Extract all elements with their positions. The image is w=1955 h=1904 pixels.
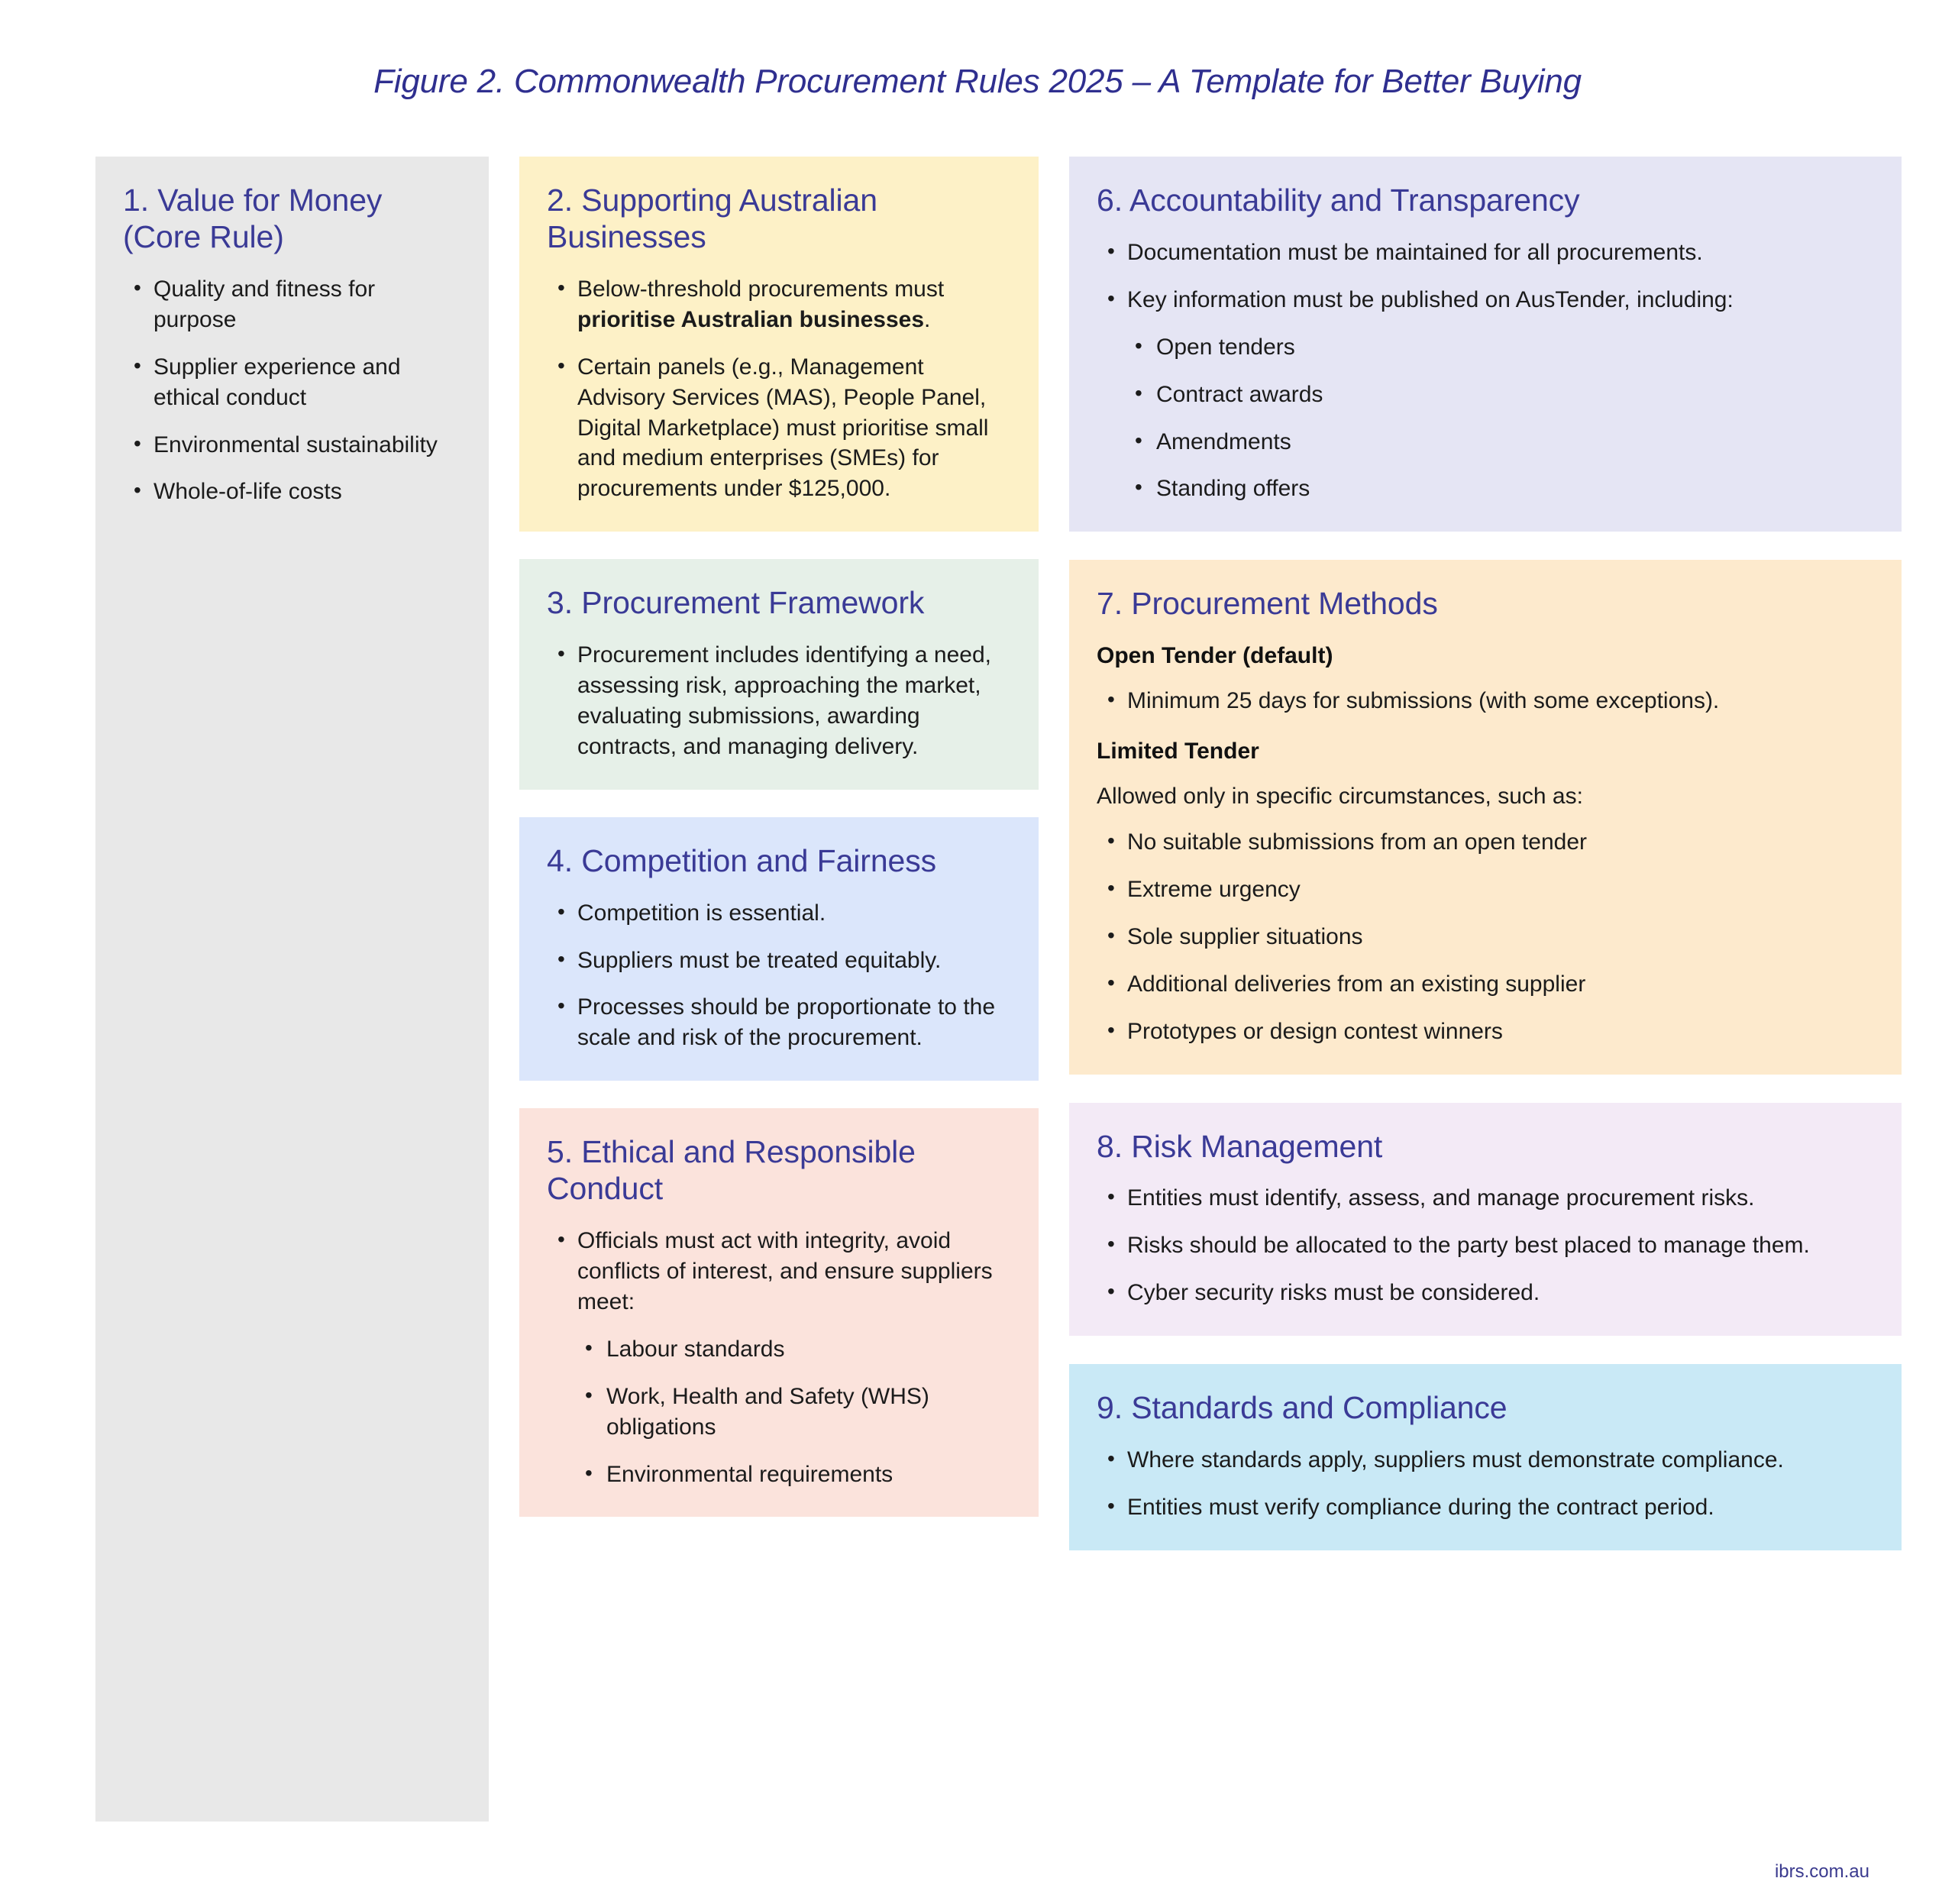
card-value-for-money: [95, 157, 489, 1822]
bullet-list: [1097, 1445, 1874, 1523]
list-item-lead: Below-threshold procurements must: [577, 276, 945, 302]
bullet-list: [547, 898, 1011, 1054]
card-standards-and-compliance: [1069, 1364, 1902, 1550]
list-item: • Cyber security risks must be considered.: [1097, 1278, 1874, 1308]
card-title: 3. Procurement Framework: [547, 585, 925, 621]
card-ethical-and-responsible-conduct: [519, 1108, 1039, 1517]
card-title: 7. Procurement Methods: [1097, 586, 1438, 622]
list-item: • Open tenders: [1097, 332, 1874, 363]
card-competition-and-fairness: [519, 817, 1039, 1081]
list-item: • Documentation must be maintained for all procurements.: [1097, 238, 1874, 268]
open-tender-bullet-list: [1097, 686, 1874, 716]
bullet-list: [547, 1226, 1011, 1317]
list-item-emphasis: prioritise Australian businesses: [577, 306, 925, 332]
sub-bullet-list: [1097, 332, 1874, 505]
list-item: • Sole supplier situations: [1097, 922, 1874, 952]
list-item: • Risks should be allocated to the party best placed to manage them.: [1097, 1230, 1874, 1261]
list-item: • Additional deliveries from an existing supplier: [1097, 969, 1874, 1000]
open-tender-heading: Open Tender (default): [1097, 643, 1333, 669]
card-title: 1. Value for Money (Core Rule): [123, 183, 383, 254]
bullet-list: [1097, 238, 1874, 315]
card-procurement-framework: [519, 559, 1039, 790]
card-title: 4. Competition and Fairness: [547, 842, 937, 878]
column-right: [1069, 157, 1902, 1550]
bullet-list: [123, 274, 461, 507]
list-item: • Entities must verify compliance during the contract period.: [1097, 1492, 1874, 1523]
list-item: • Amendments: [1097, 427, 1874, 457]
list-item: • Procurement includes identifying a need, assessing risk, approaching the market, evaluating submissions, awarding contracts, and managing delivery.: [547, 640, 1011, 762]
card-risk-management: [1069, 1103, 1902, 1337]
card-title: 6. Accountability and Transparency: [1097, 183, 1580, 218]
list-item: • Environmental requirements: [547, 1460, 1011, 1490]
bullet-list: [547, 640, 1011, 762]
cards-board: [95, 157, 1902, 1822]
sub-bullet-list: [547, 1334, 1011, 1490]
card-title: 2. Supporting Australian Businesses: [547, 183, 877, 254]
column-left: [95, 157, 489, 1822]
list-item: • Minimum 25 days for submissions (with some exceptions).: [1097, 686, 1874, 716]
list-item: [547, 274, 1011, 335]
list-item: • Prototypes or design contest winners: [1097, 1017, 1874, 1047]
list-item: • Contract awards: [1097, 380, 1874, 410]
limited-tender-intro: Allowed only in specific circumstances, such as:: [1097, 784, 1583, 810]
card-title: 9. Standards and Compliance: [1097, 1390, 1507, 1426]
list-item: • Where standards apply, suppliers must demonstrate compliance.: [1097, 1445, 1874, 1476]
list-item: • Quality and fitness for purpose: [123, 274, 461, 335]
limited-tender-bullet-list: [1097, 827, 1874, 1046]
list-item: • Key information must be published on AusTender, including:: [1097, 285, 1874, 315]
bullet-list: [1097, 1183, 1874, 1308]
card-supporting-australian-businesses: [519, 157, 1039, 532]
card-accountability-and-transparency: [1069, 157, 1902, 532]
card-procurement-methods: [1069, 560, 1902, 1074]
card-title: 5. Ethical and Responsible Conduct: [547, 1134, 916, 1207]
list-item: • Standing offers: [1097, 474, 1874, 504]
list-item: • Extreme urgency: [1097, 874, 1874, 905]
site-footer-url: ibrs.com.au: [1774, 1861, 1869, 1882]
list-item: • Labour standards: [547, 1334, 1011, 1365]
limited-tender-heading: Limited Tender: [1097, 739, 1259, 765]
list-item: • No suitable submissions from an open tender: [1097, 827, 1874, 858]
bullet-list: [547, 274, 1011, 504]
list-item: • Competition is essential.: [547, 898, 1011, 929]
list-item: • Entities must identify, assess, and manage procurement risks.: [1097, 1183, 1874, 1214]
list-item: • Supplier experience and ethical conduct: [123, 352, 461, 413]
list-item-tail: .: [924, 306, 931, 332]
list-item: • Whole-of-life costs: [123, 477, 461, 507]
list-item: • Processes should be proportionate to the scale and risk of the procurement.: [547, 992, 1011, 1053]
card-title: 8. Risk Management: [1097, 1128, 1383, 1164]
list-item: • Environmental sustainability: [123, 430, 461, 461]
list-item: • Certain panels (e.g., Management Advisory Services (MAS), People Panel, Digital Marketplace) must prioritise small and medium enterprises (SMEs) for procurements under $125,000.: [547, 352, 1011, 504]
column-middle: [519, 157, 1039, 1517]
list-item: • Work, Health and Safety (WHS) obligations: [547, 1382, 1011, 1443]
list-item: • Suppliers must be treated equitably.: [547, 946, 1011, 976]
page-title: Figure 2. Commonwealth Procurement Rules 2025 – A Template for Better Buying: [373, 63, 1582, 100]
list-item: • Officials must act with integrity, avoid conflicts of interest, and ensure suppliers meet:: [547, 1226, 1011, 1317]
